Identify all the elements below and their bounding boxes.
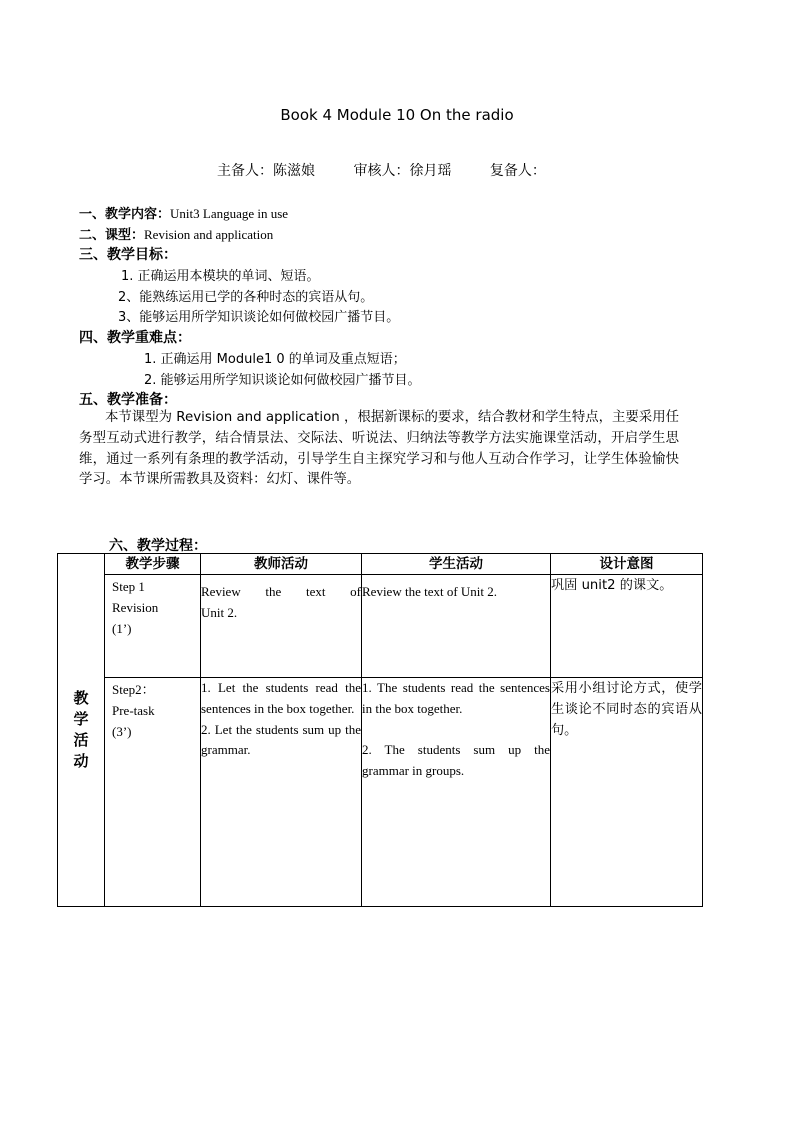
step-cell	[105, 678, 201, 907]
step-name: Step2：	[112, 682, 155, 697]
key-point-item: 1. 正确运用 Module1 0 的单词及重点短语；	[144, 352, 406, 367]
step-name: Step 1	[112, 579, 145, 594]
student-gap	[362, 720, 550, 741]
header-intent: 设计意图	[551, 554, 703, 575]
side-label: 教学活动	[73, 689, 89, 770]
table-row	[58, 678, 703, 907]
preparers-line	[217, 160, 580, 180]
reviewer: 审核人：徐月瑶	[353, 163, 452, 179]
content-value: Unit3 Language in use	[170, 206, 289, 221]
step-duration: (3’)	[112, 723, 132, 739]
header-teacher: 教师活动	[201, 554, 362, 575]
teacher-cell	[201, 678, 362, 907]
lesson-table	[57, 553, 703, 907]
co-preparer: 复备人：	[489, 163, 546, 179]
type-value: Revision and application	[144, 227, 274, 242]
teacher-text: 1. Let the students read the sentences in the box together.	[201, 680, 361, 716]
process-heading: 六、教学过程：	[109, 538, 207, 554]
teacher-cell	[201, 575, 362, 678]
goal-item: 3、能够运用所学知识谈论如何做校园广播节目。	[118, 310, 400, 325]
side-label-cell	[58, 554, 105, 907]
teacher-text: Unit 2.	[201, 604, 238, 620]
student-cell	[362, 678, 551, 907]
student-text: 2. The students sum up the grammar in groups.	[362, 742, 550, 779]
student-text: Review the text of Unit 2.	[362, 584, 498, 599]
type-label: 二、课型：	[79, 228, 145, 243]
step-phase: Pre-task	[112, 702, 155, 718]
document-title: Book 4 Module 10 On the radio	[280, 106, 514, 124]
step-phase: Revision	[112, 599, 159, 615]
step-cell	[105, 575, 201, 678]
teacher-text: Review the text of	[201, 584, 361, 599]
intent-cell: 巩固 unit2 的课文。	[551, 575, 703, 678]
header-step: 教学步骤	[105, 554, 201, 575]
table-row	[58, 575, 703, 678]
goal-item: 1. 正确运用本模块的单词、短语。	[121, 269, 320, 284]
teacher-text: 2. Let the students sum up the grammar.	[201, 721, 361, 758]
preparation-paragraph: 本节课型为 Revision and application ，根据新课标的要求，结合教材和学生特点，主要采用任务型互动式进行教学，结合情景法、交际法、听说法、归纳法等教学方法实施课堂活动，开启学生思维，通过一系列有条理的教学活动，引导学生自主探究学习和与他人互动合作学习，让学生体验愉快学习。本节课所需教具及资料：幻灯、课件等。	[79, 410, 679, 488]
key-points-heading: 四、教学重难点：	[79, 330, 191, 346]
key-point-item: 2. 能够运用所学知识谈论如何做校园广播节目。	[144, 373, 421, 388]
header-student: 学生活动	[362, 554, 551, 575]
section-type	[79, 224, 273, 243]
content-label: 一、教学内容：	[79, 207, 171, 222]
section-content	[79, 203, 288, 222]
goals-heading: 三、教学目标：	[79, 247, 177, 263]
step-duration: (1’)	[112, 620, 132, 636]
goal-item: 2、能熟练运用已学的各种时态的宾语从句。	[118, 290, 374, 305]
intent-cell: 采用小组讨论方式，使学生谈论不同时态的宾语从句。	[551, 678, 703, 907]
preparation-heading: 五、教学准备：	[79, 392, 177, 408]
student-text: 1. The students read the sentences in the box together.	[362, 680, 550, 716]
main-preparer: 主备人：陈滋娘	[217, 163, 315, 179]
student-cell	[362, 575, 551, 678]
